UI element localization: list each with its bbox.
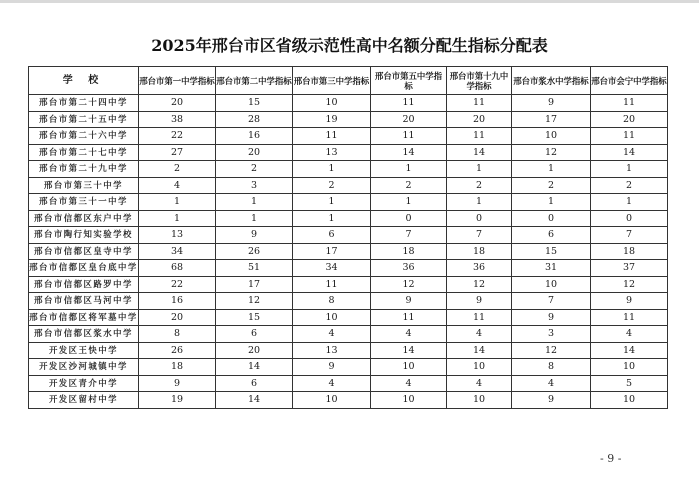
quota-value-cell: 15	[216, 95, 293, 112]
table-row	[29, 309, 668, 326]
quota-value-cell: 4	[293, 375, 371, 392]
quota-value-cell: 31	[512, 260, 591, 277]
quota-value-cell: 12	[512, 144, 591, 161]
quota-value-cell: 2	[591, 177, 668, 194]
column-header-quota: 邢台市会宁中学指标	[591, 67, 668, 95]
quota-value-cell: 2	[512, 177, 591, 194]
table-row	[29, 111, 668, 128]
quota-value-cell: 16	[139, 293, 216, 310]
quota-value-cell: 38	[139, 111, 216, 128]
table-row	[29, 342, 668, 359]
quota-value-cell: 1	[216, 210, 293, 227]
quota-value-cell: 9	[139, 375, 216, 392]
quota-value-cell: 36	[371, 260, 447, 277]
quota-value-cell: 13	[293, 342, 371, 359]
quota-value-cell: 1	[139, 194, 216, 211]
table-row	[29, 392, 668, 409]
table-row	[29, 210, 668, 227]
quota-value-cell: 10	[512, 276, 591, 293]
table-row	[29, 177, 668, 194]
school-name-cell: 邢台市第二十九中学	[29, 161, 139, 178]
quota-value-cell: 11	[293, 128, 371, 145]
quota-value-cell: 16	[216, 128, 293, 145]
school-name-cell: 邢台市第三十中学	[29, 177, 139, 194]
quota-value-cell: 2	[216, 161, 293, 178]
quota-value-cell: 4	[447, 375, 512, 392]
quota-value-cell: 14	[447, 342, 512, 359]
quota-value-cell: 17	[512, 111, 591, 128]
quota-value-cell: 4	[371, 326, 447, 343]
quota-value-cell: 17	[293, 243, 371, 260]
school-name-cell: 邢台市第二十四中学	[29, 95, 139, 112]
school-name-cell: 邢台市信都区将军墓中学	[29, 309, 139, 326]
page-top-edge	[0, 0, 699, 3]
quota-value-cell: 6	[293, 227, 371, 244]
school-name-cell: 邢台市第二十六中学	[29, 128, 139, 145]
quota-value-cell: 11	[447, 309, 512, 326]
quota-value-cell: 22	[139, 128, 216, 145]
column-header-quota: 邢台市第二中学指标	[216, 67, 293, 95]
quota-value-cell: 11	[447, 95, 512, 112]
quota-value-cell: 10	[293, 309, 371, 326]
quota-value-cell: 0	[512, 210, 591, 227]
quota-value-cell: 11	[591, 309, 668, 326]
quota-value-cell: 14	[216, 392, 293, 409]
quota-value-cell: 37	[591, 260, 668, 277]
school-name-cell: 开发区沙河城镇中学	[29, 359, 139, 376]
page-number: - 9 -	[600, 452, 622, 465]
quota-value-cell: 8	[139, 326, 216, 343]
column-header-quota: 邢台市第三中学指标	[293, 67, 371, 95]
quota-value-cell: 20	[216, 144, 293, 161]
table-row	[29, 359, 668, 376]
quota-value-cell: 15	[216, 309, 293, 326]
quota-value-cell: 9	[216, 227, 293, 244]
table-row	[29, 128, 668, 145]
quota-value-cell: 14	[371, 342, 447, 359]
quota-value-cell: 1	[293, 161, 371, 178]
quota-value-cell: 9	[512, 309, 591, 326]
quota-value-cell: 18	[371, 243, 447, 260]
school-name-cell: 开发区留村中学	[29, 392, 139, 409]
quota-value-cell: 1	[293, 210, 371, 227]
quota-value-cell: 26	[216, 243, 293, 260]
quota-value-cell: 6	[216, 326, 293, 343]
quota-value-cell: 10	[591, 359, 668, 376]
school-name-cell: 邢台市第二十五中学	[29, 111, 139, 128]
school-name-cell: 邢台市信都区路罗中学	[29, 276, 139, 293]
table-row	[29, 326, 668, 343]
quota-value-cell: 26	[139, 342, 216, 359]
quota-value-cell: 13	[293, 144, 371, 161]
column-header-quota: 邢台市浆水中学指标	[512, 67, 591, 95]
table-row	[29, 194, 668, 211]
table-row	[29, 375, 668, 392]
quota-value-cell: 9	[512, 95, 591, 112]
school-name-cell: 开发区王快中学	[29, 342, 139, 359]
quota-value-cell: 14	[591, 342, 668, 359]
quota-value-cell: 10	[512, 128, 591, 145]
table-row	[29, 95, 668, 112]
quota-value-cell: 51	[216, 260, 293, 277]
document-title: 2025年邢台市区省级示范性高中名额分配生指标分配表	[151, 36, 548, 55]
quota-value-cell: 1	[447, 194, 512, 211]
quota-value-cell: 9	[591, 293, 668, 310]
quota-value-cell: 1	[293, 194, 371, 211]
column-header-quota: 邢台市第十九中学指标	[447, 67, 512, 95]
quota-value-cell: 34	[139, 243, 216, 260]
quota-value-cell: 10	[591, 392, 668, 409]
quota-value-cell: 4	[512, 375, 591, 392]
quota-value-cell: 7	[371, 227, 447, 244]
school-name-cell: 邢台市陶行知实验学校	[29, 227, 139, 244]
quota-value-cell: 1	[512, 194, 591, 211]
quota-value-cell: 17	[216, 276, 293, 293]
quota-value-cell: 19	[293, 111, 371, 128]
quota-value-cell: 12	[512, 342, 591, 359]
quota-value-cell: 13	[139, 227, 216, 244]
school-name-cell: 邢台市第三十一中学	[29, 194, 139, 211]
quota-value-cell: 9	[371, 293, 447, 310]
quota-value-cell: 10	[447, 359, 512, 376]
quota-value-cell: 20	[139, 309, 216, 326]
quota-value-cell: 7	[512, 293, 591, 310]
quota-value-cell: 1	[216, 194, 293, 211]
quota-value-cell: 1	[371, 161, 447, 178]
quota-value-cell: 20	[371, 111, 447, 128]
table-header-row	[29, 67, 668, 95]
quota-value-cell: 9	[447, 293, 512, 310]
table-row	[29, 276, 668, 293]
table-row	[29, 243, 668, 260]
quota-value-cell: 10	[293, 392, 371, 409]
quota-value-cell: 2	[447, 177, 512, 194]
quota-value-cell: 22	[139, 276, 216, 293]
quota-value-cell: 10	[293, 95, 371, 112]
quota-value-cell: 0	[591, 210, 668, 227]
quota-value-cell: 68	[139, 260, 216, 277]
quota-value-cell: 1	[139, 210, 216, 227]
column-header-school: 学 校	[29, 67, 139, 95]
quota-value-cell: 11	[371, 309, 447, 326]
quota-value-cell: 18	[591, 243, 668, 260]
quota-value-cell: 4	[139, 177, 216, 194]
quota-value-cell: 10	[447, 392, 512, 409]
school-name-cell: 开发区青介中学	[29, 375, 139, 392]
quota-value-cell: 12	[591, 276, 668, 293]
table-row	[29, 161, 668, 178]
quota-value-cell: 7	[447, 227, 512, 244]
quota-value-cell: 15	[512, 243, 591, 260]
quota-value-cell: 3	[216, 177, 293, 194]
quota-value-cell: 36	[447, 260, 512, 277]
school-name-cell: 邢台市信都区东户中学	[29, 210, 139, 227]
quota-value-cell: 4	[293, 326, 371, 343]
quota-value-cell: 20	[139, 95, 216, 112]
school-name-cell: 邢台市信都区皇台底中学	[29, 260, 139, 277]
quota-value-cell: 11	[447, 128, 512, 145]
quota-value-cell: 6	[512, 227, 591, 244]
column-header-quota: 邢台市第五中学指标	[371, 67, 447, 95]
quota-value-cell: 34	[293, 260, 371, 277]
school-name-cell: 邢台市信都区皇寺中学	[29, 243, 139, 260]
quota-value-cell: 2	[371, 177, 447, 194]
quota-value-cell: 3	[512, 326, 591, 343]
quota-value-cell: 4	[371, 375, 447, 392]
quota-value-cell: 14	[591, 144, 668, 161]
quota-value-cell: 20	[591, 111, 668, 128]
quota-value-cell: 12	[447, 276, 512, 293]
quota-value-cell: 10	[371, 392, 447, 409]
quota-value-cell: 11	[591, 128, 668, 145]
quota-value-cell: 7	[591, 227, 668, 244]
table-row	[29, 293, 668, 310]
quota-value-cell: 27	[139, 144, 216, 161]
quota-value-cell: 20	[447, 111, 512, 128]
quota-value-cell: 10	[371, 359, 447, 376]
quota-value-cell: 4	[447, 326, 512, 343]
quota-value-cell: 20	[216, 342, 293, 359]
quota-value-cell: 14	[371, 144, 447, 161]
quota-value-cell: 12	[216, 293, 293, 310]
quota-value-cell: 5	[591, 375, 668, 392]
school-name-cell: 邢台市信都区马河中学	[29, 293, 139, 310]
column-header-quota: 邢台市第一中学指标	[139, 67, 216, 95]
quota-value-cell: 11	[591, 95, 668, 112]
quota-value-cell: 18	[447, 243, 512, 260]
quota-value-cell: 11	[293, 276, 371, 293]
quota-value-cell: 8	[293, 293, 371, 310]
quota-value-cell: 0	[447, 210, 512, 227]
table-row	[29, 144, 668, 161]
table-row	[29, 260, 668, 277]
quota-value-cell: 1	[591, 194, 668, 211]
quota-value-cell: 4	[591, 326, 668, 343]
table-body	[29, 95, 668, 409]
quota-value-cell: 9	[293, 359, 371, 376]
quota-value-cell: 2	[293, 177, 371, 194]
quota-value-cell: 12	[371, 276, 447, 293]
quota-value-cell: 1	[447, 161, 512, 178]
table-row	[29, 227, 668, 244]
quota-value-cell: 14	[216, 359, 293, 376]
quota-value-cell: 11	[371, 95, 447, 112]
school-name-cell: 邢台市信都区浆水中学	[29, 326, 139, 343]
quota-value-cell: 2	[139, 161, 216, 178]
quota-value-cell: 0	[371, 210, 447, 227]
quota-value-cell: 8	[512, 359, 591, 376]
quota-value-cell: 11	[371, 128, 447, 145]
quota-value-cell: 19	[139, 392, 216, 409]
quota-value-cell: 28	[216, 111, 293, 128]
allocation-table	[28, 66, 668, 409]
quota-value-cell: 9	[512, 392, 591, 409]
quota-value-cell: 1	[371, 194, 447, 211]
quota-value-cell: 14	[447, 144, 512, 161]
school-name-cell: 邢台市第二十七中学	[29, 144, 139, 161]
quota-value-cell: 18	[139, 359, 216, 376]
quota-value-cell: 1	[512, 161, 591, 178]
quota-value-cell: 1	[591, 161, 668, 178]
quota-value-cell: 6	[216, 375, 293, 392]
